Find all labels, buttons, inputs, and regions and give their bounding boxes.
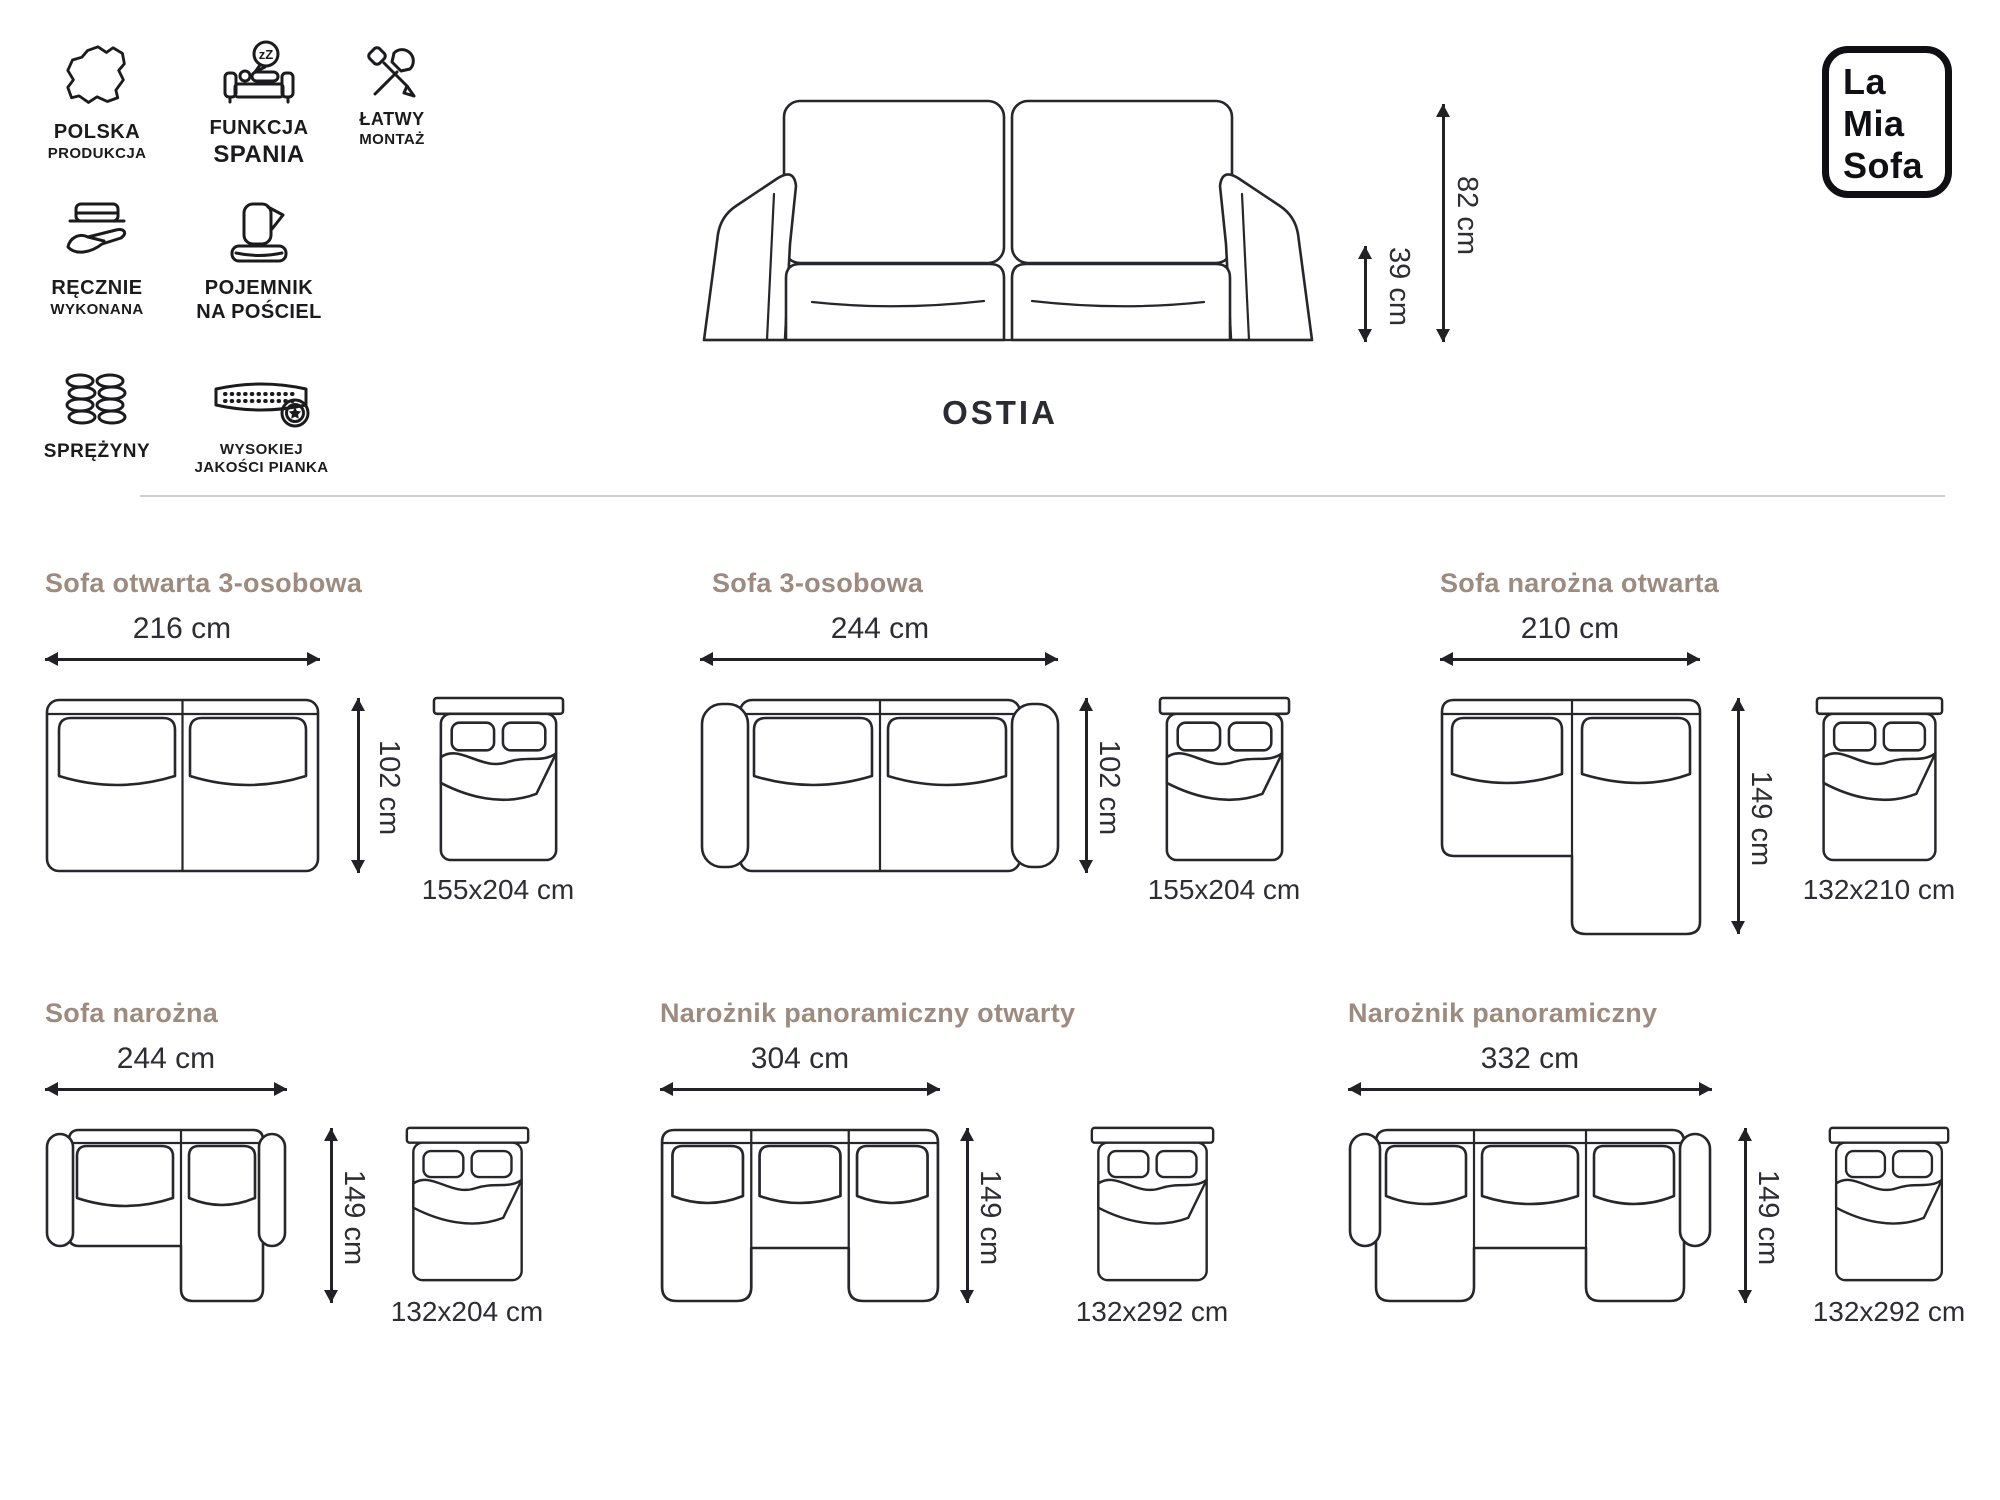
width-arrow	[45, 1088, 287, 1091]
depth-arrow	[1737, 698, 1740, 934]
width-label: 332 cm	[1480, 1042, 1580, 1075]
bed-size-label: 132x292 cm	[1075, 1296, 1229, 1327]
total-height-label: 82 cm	[1451, 176, 1483, 255]
sofa-top-view-arms	[700, 698, 1060, 873]
width-arrow	[1348, 1088, 1712, 1091]
feature-label: RĘCZNIE	[51, 277, 143, 299]
bed-size-label: 155x204 cm	[1147, 874, 1301, 905]
variant-title: Sofa narożna otwarta	[1440, 568, 1720, 598]
sofa-top-view-corner-arms	[45, 1128, 287, 1303]
sofa-top-view-open	[45, 698, 320, 873]
bed-icon	[1828, 1126, 1950, 1282]
variant-title: Sofa narożna	[45, 998, 219, 1028]
bed-icon	[1158, 696, 1291, 862]
depth-arrow	[1744, 1128, 1747, 1303]
width-label: 244 cm	[830, 612, 930, 645]
feature-sublabel: PRODUKCJA	[47, 145, 147, 162]
feature-pojemnik-na-posciel	[189, 200, 329, 324]
width-arrow	[660, 1088, 940, 1091]
feature-label: FUNKCJA	[209, 117, 309, 139]
feature-sublabel: MONTAŻ	[359, 131, 425, 148]
page-title: OSTIA	[942, 394, 1058, 431]
sofa-top-view-panoramic-open	[660, 1128, 940, 1303]
depth-label: 149 cm	[974, 1170, 1006, 1266]
feature-polska-produkcja	[27, 40, 167, 162]
brand-line: Mia	[1843, 103, 1905, 144]
sleep-function-icon	[219, 40, 299, 110]
width-arrow	[45, 658, 320, 661]
brand-line: La	[1843, 61, 1887, 102]
sofa-top-view-panoramic-arms	[1348, 1128, 1712, 1303]
feature-label: ŁATWY	[359, 109, 425, 129]
depth-arrow	[357, 698, 360, 873]
bed-icon	[432, 696, 565, 862]
bed-icon	[1815, 696, 1944, 862]
variant-title: Narożnik panoramiczny	[1348, 998, 1658, 1028]
sofa-front-view	[694, 96, 1322, 342]
feature-wysokiej-jakosci-pianka	[189, 372, 334, 476]
bed-size-label: 132x204 cm	[390, 1296, 544, 1327]
seat-height-label: 39 cm	[1383, 247, 1415, 326]
tools-icon	[361, 40, 423, 102]
width-label: 210 cm	[1520, 612, 1620, 645]
depth-arrow	[330, 1128, 333, 1303]
width-arrow	[1440, 658, 1700, 661]
width-label: 216 cm	[132, 612, 232, 645]
foam-quality-icon	[209, 372, 314, 434]
variant-title: Sofa 3-osobowa	[712, 568, 924, 598]
springs-icon	[62, 372, 132, 434]
feature-funkcja-spania	[189, 40, 329, 169]
depth-label: 149 cm	[1752, 1170, 1784, 1266]
divider	[140, 495, 1945, 497]
depth-arrow	[966, 1128, 969, 1303]
feature-label: POLSKA	[53, 121, 141, 143]
feature-latwy-montaz	[332, 40, 452, 148]
feature-label: POJEMNIK	[204, 277, 314, 299]
feature-label: WYSOKIEJ	[219, 441, 304, 458]
poland-map-icon	[64, 40, 130, 114]
depth-arrow	[1085, 698, 1088, 873]
total-height-arrow	[1442, 104, 1445, 342]
sofa-top-view-corner-open	[1440, 698, 1702, 936]
seat-height-arrow	[1364, 246, 1367, 342]
depth-label: 149 cm	[338, 1170, 370, 1266]
depth-label: 149 cm	[1745, 771, 1777, 867]
handmade-icon	[60, 200, 134, 270]
feature-sublabel: NA POŚCIEL	[196, 301, 322, 323]
svg-text:zZ: zZ	[258, 47, 274, 62]
feature-sprezyny	[27, 372, 167, 463]
variant-title: Sofa otwarta 3-osobowa	[45, 568, 363, 598]
brand-logo	[1822, 46, 1952, 198]
feature-recznie-wykonana	[27, 200, 167, 318]
bed-size-label: 155x204 cm	[421, 874, 575, 905]
bedding-storage-icon	[220, 200, 298, 270]
width-label: 244 cm	[116, 1042, 216, 1075]
width-arrow	[700, 658, 1058, 661]
variant-title: Narożnik panoramiczny otwarty	[660, 998, 1076, 1028]
feature-sublabel: WYKONANA	[50, 301, 144, 318]
bed-icon	[405, 1126, 530, 1282]
brand-line: Sofa	[1843, 145, 1924, 186]
width-label: 304 cm	[750, 1042, 850, 1075]
depth-label: 102 cm	[373, 740, 405, 836]
feature-label: SPRĘŻYNY	[43, 441, 151, 462]
depth-label: 102 cm	[1093, 740, 1125, 836]
bed-size-label: 132x210 cm	[1802, 874, 1956, 905]
feature-sublabel: JAKOŚCI PIANKA	[194, 459, 329, 476]
feature-sublabel: SPANIA	[213, 141, 305, 168]
bed-size-label: 132x292 cm	[1812, 1296, 1966, 1327]
bed-icon	[1090, 1126, 1215, 1282]
